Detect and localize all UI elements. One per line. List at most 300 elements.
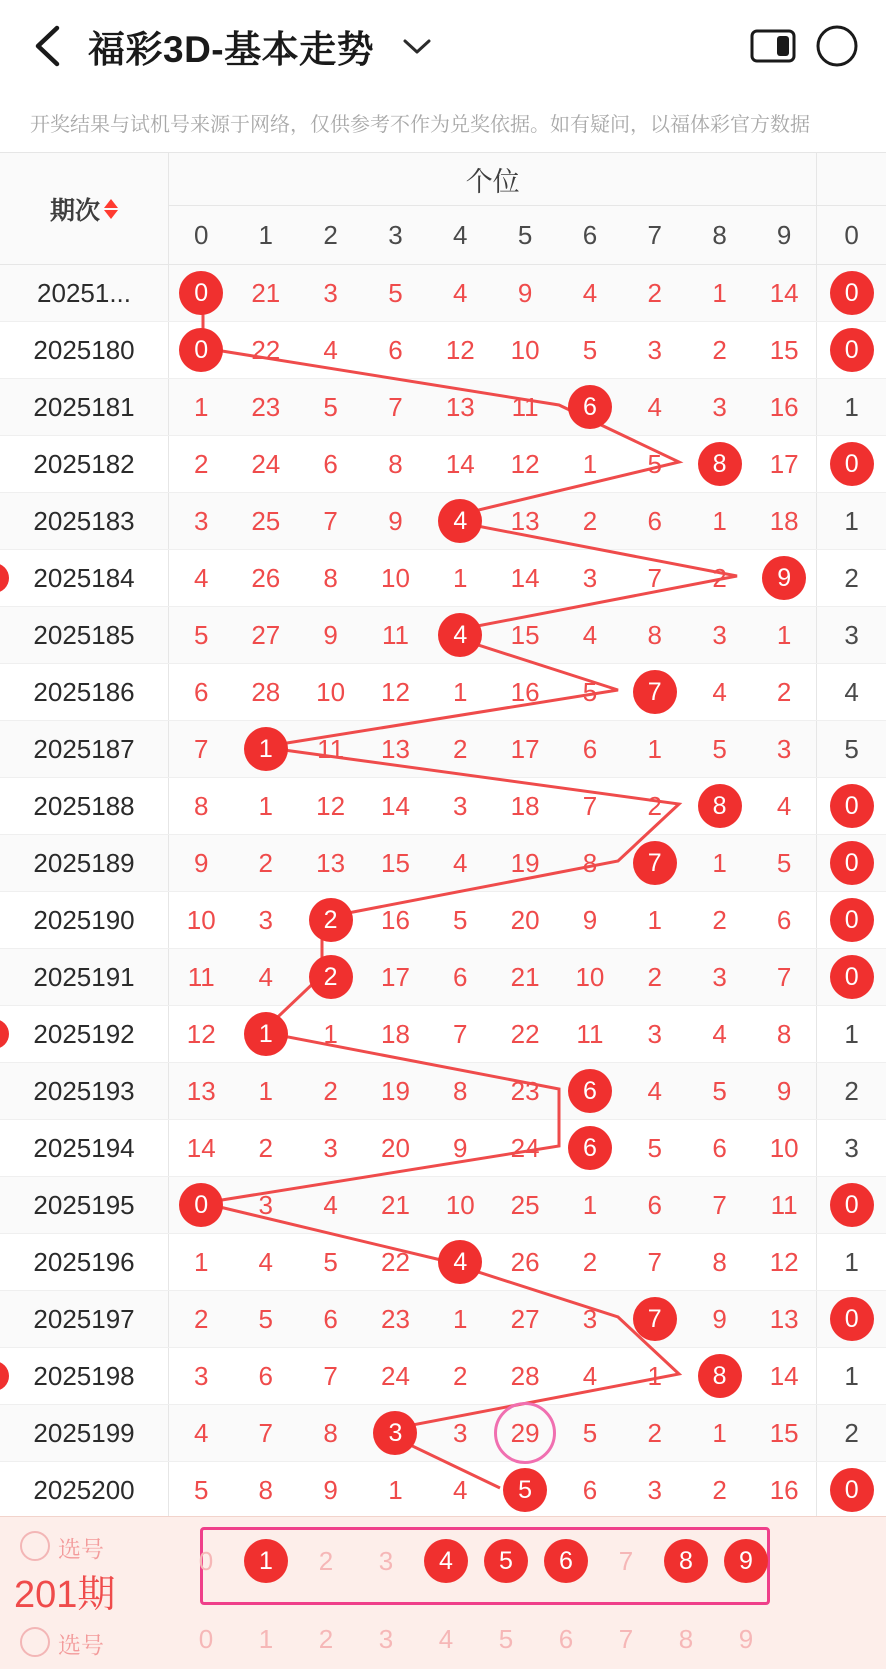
footer-number-cell[interactable] (416, 1539, 476, 1583)
footer-number-cell[interactable] (536, 1539, 596, 1583)
back-button[interactable] (22, 20, 74, 72)
trend-cell (363, 1120, 428, 1177)
miss-value: 5 (453, 904, 468, 935)
trend-cell (687, 1234, 752, 1291)
footer-selected-ball[interactable]: 5 (484, 1539, 528, 1583)
digit-header-next-0: 0 (817, 206, 886, 265)
footer-number[interactable]: 0 (198, 1545, 214, 1576)
trend-cell (622, 835, 687, 892)
trend-cell (558, 664, 623, 721)
trend-cell (169, 1120, 234, 1177)
footer-number[interactable]: 5 (498, 1623, 514, 1654)
trend-cell (622, 1348, 687, 1405)
trend-cell (687, 1462, 752, 1519)
miss-value: 16 (510, 676, 540, 707)
table-row[interactable] (0, 1234, 886, 1291)
footer-number[interactable]: 2 (318, 1623, 334, 1654)
trend-cell (428, 1177, 493, 1234)
trend-cell (558, 1006, 623, 1063)
miss-value: 4 (582, 619, 598, 650)
footer-number-cell[interactable] (656, 1539, 716, 1583)
miss-value: 3 (712, 961, 727, 992)
footer-number-cell[interactable] (716, 1539, 776, 1583)
miss-value: 17 (510, 733, 540, 764)
trend-cell (169, 1405, 234, 1462)
trend-cell (169, 1348, 234, 1405)
footer-number[interactable]: 9 (738, 1623, 754, 1654)
footer-number-cell[interactable] (236, 1624, 296, 1655)
miss-value: 22 (510, 1018, 540, 1049)
row-issue-number: 2025198 (0, 1348, 169, 1405)
trend-cell (428, 493, 493, 550)
trend-cell (622, 1462, 687, 1519)
row-issue-number: 2025185 (0, 607, 169, 664)
hit-ball: 0 (830, 328, 874, 372)
trend-cell (687, 721, 752, 778)
trend-cell (493, 436, 558, 493)
miss-value: 2 (647, 790, 662, 821)
miss-value: 17 (380, 961, 410, 992)
footer-number-cell[interactable] (236, 1539, 296, 1583)
trend-cell (233, 607, 298, 664)
miss-value: 13 (316, 847, 346, 878)
footer-selected-ball[interactable]: 1 (244, 1539, 288, 1583)
miss-value: 6 (582, 1474, 598, 1505)
trend-cell (363, 607, 428, 664)
table-row[interactable] (0, 1120, 886, 1177)
miss-value: 4 (712, 676, 727, 707)
miss-value: 7 (582, 790, 598, 821)
trend-cell (169, 1177, 234, 1234)
trend-cell (493, 1234, 558, 1291)
trend-cell (298, 778, 363, 835)
hit-ball: 7 (633, 1297, 677, 1341)
footer-number-cell[interactable] (296, 1546, 356, 1577)
footer-selected-ball[interactable]: 6 (544, 1539, 588, 1583)
miss-value: 22 (251, 334, 281, 365)
trend-cell (622, 1234, 687, 1291)
miss-value: 15 (510, 619, 540, 650)
trend-cell (298, 892, 363, 949)
table-row[interactable] (0, 1348, 886, 1405)
miss-value: 1 (453, 562, 468, 593)
miss-value: 24 (251, 448, 281, 479)
miss-value: 4 (647, 1075, 662, 1106)
miss-value: 2 (647, 277, 662, 308)
next-group-cell: 1 (817, 493, 886, 550)
trend-cell (687, 1120, 752, 1177)
trend-cell (622, 1291, 687, 1348)
trend-cell (558, 1405, 623, 1462)
trend-cell (622, 721, 687, 778)
trend-cell (428, 379, 493, 436)
trend-cell (558, 607, 623, 664)
footer-number-cell[interactable] (356, 1624, 416, 1655)
footer-number[interactable]: 3 (378, 1545, 394, 1576)
miss-value: 6 (647, 1189, 662, 1220)
footer-number-cell[interactable] (356, 1546, 416, 1577)
next-group-cell: 1 (817, 1348, 886, 1405)
issue-column-header[interactable] (0, 153, 169, 265)
trend-cell (687, 493, 752, 550)
row-marker-dot (0, 1361, 9, 1391)
table-row[interactable] (0, 379, 886, 436)
miss-value: 8 (647, 619, 662, 650)
trend-cell (558, 1063, 623, 1120)
trend-cell (298, 322, 363, 379)
miss-value: 5 (647, 1132, 662, 1163)
miss-value: 14 (510, 562, 540, 593)
chevron-left-icon (31, 23, 65, 69)
footer-number-cell[interactable] (476, 1539, 536, 1583)
footer-number-cell[interactable] (476, 1624, 536, 1655)
table-row[interactable] (0, 322, 886, 379)
trend-cell (298, 1120, 363, 1177)
trend-cell (493, 778, 558, 835)
table-row[interactable] (0, 835, 886, 892)
select-indicator-icon (20, 1531, 50, 1561)
miss-value: 6 (776, 904, 792, 935)
table-row[interactable] (0, 721, 886, 778)
footer-number[interactable]: 4 (438, 1623, 454, 1654)
row-issue-number: 2025195 (0, 1177, 169, 1234)
trend-table[interactable] (0, 152, 886, 1519)
table-row[interactable] (0, 892, 886, 949)
trend-cell (558, 550, 623, 607)
trend-cell (169, 607, 234, 664)
trend-cell (622, 778, 687, 835)
trend-cell (558, 1291, 623, 1348)
trend-cell (752, 835, 817, 892)
miss-value: 6 (388, 334, 403, 365)
next-group-cell (817, 892, 886, 949)
miss-value: 17 (769, 448, 799, 479)
trend-cell (428, 1063, 493, 1120)
trend-cell (233, 1462, 298, 1519)
trend-cell (493, 721, 558, 778)
table-row[interactable] (0, 1006, 886, 1063)
table-row[interactable] (0, 607, 886, 664)
trend-cell (363, 892, 428, 949)
table-row[interactable] (0, 1063, 886, 1120)
miss-value: 1 (582, 448, 598, 479)
miss-value: 22 (380, 1246, 410, 1277)
footer-number[interactable]: 7 (618, 1623, 634, 1654)
row-issue-number: 2025189 (0, 835, 169, 892)
footer-number[interactable]: 1 (258, 1623, 274, 1654)
trend-cell (752, 1291, 817, 1348)
footer-number-cell[interactable] (656, 1624, 716, 1655)
miss-value: 5 (712, 733, 727, 764)
miss-value: 26 (251, 562, 281, 593)
trend-cell (363, 1462, 428, 1519)
miss-value: 5 (323, 1246, 338, 1277)
miss-value: 3 (193, 1360, 209, 1391)
trend-cell (298, 493, 363, 550)
row-issue-number: 2025184 (0, 550, 169, 607)
footer-number[interactable]: 3 (378, 1623, 394, 1654)
miss-value: 2 (776, 676, 792, 707)
trend-cell (558, 1177, 623, 1234)
chevron-down-icon (400, 35, 434, 57)
sort-asc-icon (104, 199, 118, 208)
trend-cell (428, 265, 493, 322)
miss-value: 4 (453, 847, 468, 878)
trend-cell (558, 835, 623, 892)
row-issue-number: 2025190 (0, 892, 169, 949)
miss-value: 4 (453, 277, 468, 308)
trend-cell (233, 1348, 298, 1405)
hit-ball: 1 (244, 727, 288, 771)
footer-selected-ball[interactable]: 4 (424, 1539, 468, 1583)
trend-cell (363, 835, 428, 892)
trend-cell (428, 1234, 493, 1291)
trend-cell (752, 265, 817, 322)
trend-cell (428, 1348, 493, 1405)
trend-cell (493, 322, 558, 379)
trend-cell (298, 1462, 363, 1519)
miss-value: 6 (323, 1303, 338, 1334)
miss-value: 13 (510, 505, 540, 536)
footer-number[interactable]: 8 (678, 1623, 694, 1654)
disclaimer-text: 开奖结果与试机号来源于网络，仅供参考不作为兑奖依据。如有疑问，以福体彩官方数据 (0, 92, 886, 152)
hit-ball: 5 (503, 1468, 547, 1512)
trend-cell (169, 664, 234, 721)
footer-selected-ball[interactable]: 9 (724, 1539, 768, 1583)
table-row[interactable] (0, 1405, 886, 1462)
miss-value: 12 (769, 1246, 799, 1277)
miss-value: 5 (582, 334, 598, 365)
trend-cell (622, 892, 687, 949)
trend-cell (428, 436, 493, 493)
trend-cell (752, 1177, 817, 1234)
miss-value: 4 (582, 1360, 598, 1391)
miss-value: 4 (193, 562, 209, 593)
trend-cell (363, 1063, 428, 1120)
miss-value: 4 (712, 1018, 727, 1049)
trend-cell (428, 892, 493, 949)
miss-value: 11 (187, 961, 215, 992)
trend-cell (687, 664, 752, 721)
more-icon (814, 23, 860, 69)
miss-value: 11 (317, 733, 345, 764)
footer-number-cell[interactable] (716, 1624, 776, 1655)
miss-value: 5 (193, 619, 209, 650)
miss-value: 1 (388, 1474, 403, 1505)
miss-value: 19 (510, 847, 540, 878)
hit-ball: 6 (568, 385, 612, 429)
miss-value: 4 (453, 1474, 468, 1505)
trend-cell (687, 436, 752, 493)
miss-value: 11 (381, 619, 409, 650)
miss-value: 28 (251, 676, 281, 707)
footer-number-row-2[interactable] (176, 1609, 886, 1669)
trend-cell (687, 322, 752, 379)
hit-ball: 0 (830, 784, 874, 828)
miss-value: 19 (380, 1075, 410, 1106)
issue-header-label: 期次 (50, 196, 101, 225)
hit-ball: 6 (568, 1126, 612, 1170)
footer-number-row-1[interactable] (176, 1517, 886, 1605)
miss-value: 4 (323, 334, 338, 365)
miss-value: 2 (582, 505, 598, 536)
table-row[interactable] (0, 1462, 886, 1519)
miss-value: 6 (712, 1132, 727, 1163)
sort-toggle-icon[interactable] (104, 199, 118, 219)
split-screen-button[interactable] (746, 19, 800, 73)
trend-cell (298, 550, 363, 607)
trend-cell (493, 265, 558, 322)
trend-cell (493, 379, 558, 436)
trend-cell (752, 493, 817, 550)
footer-number-cell[interactable] (296, 1624, 356, 1655)
trend-cell (298, 1006, 363, 1063)
hit-ball: 2 (309, 955, 353, 999)
trend-cell (622, 379, 687, 436)
table-row[interactable] (0, 550, 886, 607)
trend-cell (622, 322, 687, 379)
footer-number[interactable]: 2 (318, 1545, 334, 1576)
trend-grid (0, 153, 886, 1519)
footer-number-cell[interactable] (176, 1546, 236, 1577)
next-group-cell: 1 (817, 379, 886, 436)
miss-value: 1 (712, 847, 727, 878)
miss-value: 23 (380, 1303, 410, 1334)
trend-cell (558, 265, 623, 322)
miss-value: 3 (712, 391, 727, 422)
title-dropdown-button[interactable] (400, 35, 434, 57)
miss-value: 3 (258, 1189, 274, 1220)
trend-cell (687, 1291, 752, 1348)
table-row[interactable] (0, 778, 886, 835)
footer-number[interactable]: 0 (198, 1623, 214, 1654)
footer-selected-ball[interactable]: 8 (664, 1539, 708, 1583)
miss-value: 3 (453, 790, 468, 821)
next-group-cell (817, 1462, 886, 1519)
miss-value: 7 (323, 1360, 338, 1391)
footer-number-cell[interactable] (536, 1624, 596, 1655)
miss-value: 1 (193, 1246, 209, 1277)
trend-cell (428, 1006, 493, 1063)
miss-value: 2 (258, 847, 274, 878)
miss-value: 3 (323, 1132, 338, 1163)
trend-cell (428, 1405, 493, 1462)
miss-value: 10 (510, 334, 540, 365)
miss-value: 1 (647, 1360, 662, 1391)
trend-cell (363, 778, 428, 835)
miss-value: 7 (712, 1189, 727, 1220)
next-group-cell: 3 (817, 607, 886, 664)
trend-cell (752, 1462, 817, 1519)
trend-cell (428, 778, 493, 835)
page-title: 福彩3D-基本走势 (88, 29, 375, 70)
trend-cell (233, 1405, 298, 1462)
miss-value: 5 (647, 448, 662, 479)
footer-number-cell[interactable] (596, 1624, 656, 1655)
trend-cell (558, 379, 623, 436)
miss-value: 25 (251, 505, 281, 536)
miss-value: 21 (380, 1189, 410, 1220)
miss-value: 18 (380, 1018, 410, 1049)
table-row[interactable] (0, 949, 886, 1006)
trend-cell (558, 436, 623, 493)
trend-cell (233, 1006, 298, 1063)
table-row[interactable] (0, 1177, 886, 1234)
row-issue-number: 2025191 (0, 949, 169, 1006)
trend-cell (428, 835, 493, 892)
row-issue-number: 2025200 (0, 1462, 169, 1519)
miss-value: 2 (258, 1132, 274, 1163)
miss-value: 4 (193, 1417, 209, 1448)
trend-cell (622, 1405, 687, 1462)
miss-value: 13 (769, 1303, 799, 1334)
footer-number[interactable]: 7 (618, 1545, 634, 1576)
sort-desc-icon (104, 210, 118, 219)
miss-value: 7 (776, 961, 792, 992)
trend-cell (298, 436, 363, 493)
digit-header-9: 9 (752, 206, 817, 265)
row-marker-dot (0, 1019, 9, 1049)
trend-cell (428, 550, 493, 607)
table-row[interactable] (0, 436, 886, 493)
trend-cell (752, 436, 817, 493)
table-row[interactable] (0, 493, 886, 550)
trend-cell (233, 1291, 298, 1348)
trend-cell (493, 1462, 558, 1519)
footer-number-cell[interactable] (176, 1624, 236, 1655)
miss-value: 4 (258, 1246, 274, 1277)
trend-cell (752, 1006, 817, 1063)
footer-number[interactable]: 6 (558, 1623, 574, 1654)
trend-cell (428, 1462, 493, 1519)
more-button[interactable] (810, 19, 864, 73)
table-row[interactable] (0, 664, 886, 721)
footer-number-cell[interactable] (596, 1546, 656, 1577)
table-row[interactable] (0, 265, 886, 322)
trend-cell (752, 1120, 817, 1177)
trend-cell (363, 1348, 428, 1405)
miss-value: 20 (380, 1132, 410, 1163)
next-group-cell: 1 (817, 1234, 886, 1291)
miss-value: 10 (380, 562, 410, 593)
next-group-cell: 4 (817, 664, 886, 721)
miss-value: 11 (576, 1018, 604, 1049)
hit-ball: 8 (698, 784, 742, 828)
miss-value: 4 (582, 277, 598, 308)
hit-ball: 8 (698, 442, 742, 486)
miss-value: 21 (251, 277, 281, 308)
trend-cell (169, 835, 234, 892)
miss-value: 14 (769, 277, 799, 308)
next-group-cell (817, 436, 886, 493)
miss-value: 1 (712, 1417, 727, 1448)
trend-cell (233, 1234, 298, 1291)
trend-cell (558, 721, 623, 778)
miss-value: 5 (258, 1303, 274, 1334)
miss-value: 3 (647, 334, 662, 365)
row-issue-number: 2025181 (0, 379, 169, 436)
footer-number-cell[interactable] (416, 1624, 476, 1655)
row-issue-number: 2025194 (0, 1120, 169, 1177)
trend-cell (169, 550, 234, 607)
miss-value: 6 (453, 961, 468, 992)
miss-value: 8 (776, 1018, 792, 1049)
trend-cell (363, 493, 428, 550)
miss-value: 9 (323, 1474, 338, 1505)
table-row[interactable] (0, 1291, 886, 1348)
row-issue-number: 2025197 (0, 1291, 169, 1348)
trend-cell (687, 1063, 752, 1120)
